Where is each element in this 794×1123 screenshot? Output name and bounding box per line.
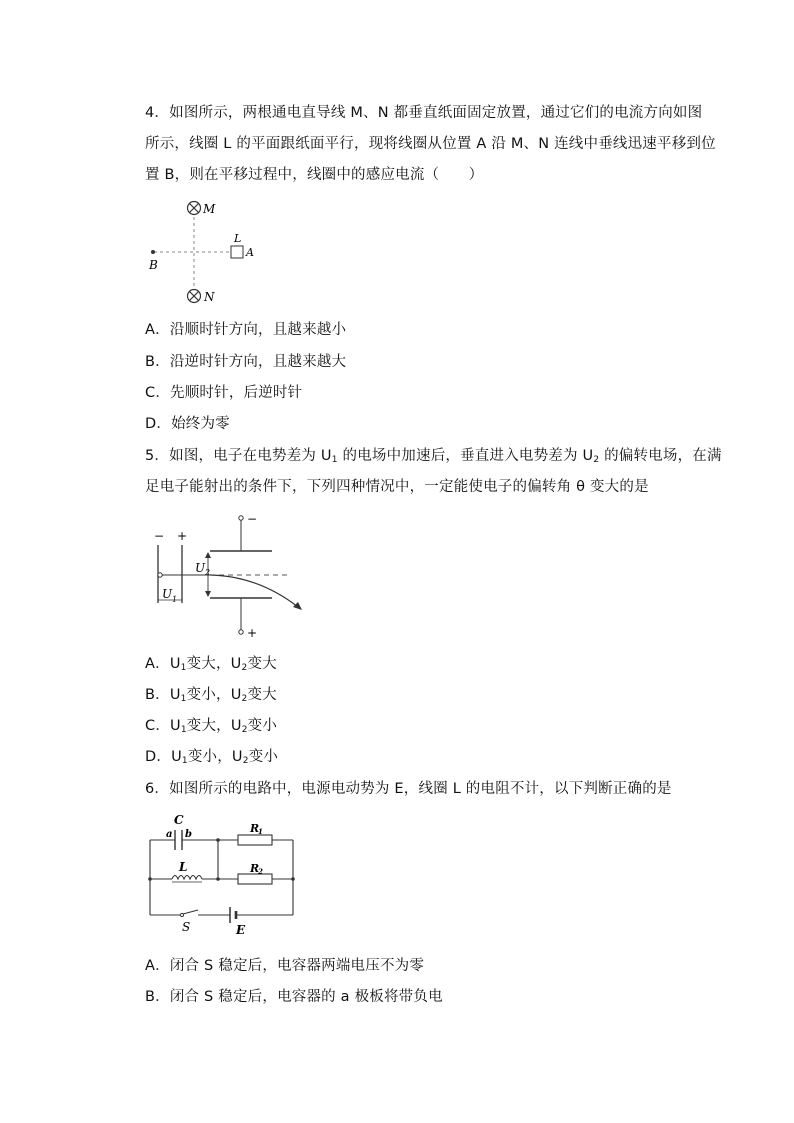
- svg-text:R: R: [250, 862, 260, 875]
- q6-stem-line-1: 6．如图所示的电路中，电源电动势为 E，线圈 L 的电阻不计，以下判断正确的是: [145, 781, 672, 797]
- svg-text:−: −: [247, 512, 258, 526]
- q5-figure: [148, 510, 318, 649]
- svg-text:1: 1: [258, 827, 263, 836]
- label-n: N: [204, 290, 215, 304]
- svg-text:U: U: [162, 587, 173, 601]
- q5-stem-line-2: 足电子能射出的条件下，下列四种情况中，一定能使电子的偏转角 θ 变大的是: [145, 479, 649, 495]
- svg-text:−: −: [154, 529, 165, 543]
- svg-text:E: E: [236, 923, 246, 937]
- q4-figure: [140, 195, 270, 314]
- svg-text:+: +: [177, 529, 188, 543]
- svg-text:C: C: [174, 813, 184, 827]
- q4-option-d: D．始终为零: [145, 416, 230, 432]
- svg-text:+: +: [247, 626, 258, 640]
- label-l: L: [234, 232, 242, 245]
- svg-text:U: U: [195, 561, 206, 575]
- svg-text:1: 1: [172, 595, 178, 604]
- svg-text:b: b: [185, 829, 192, 840]
- label-b: B: [149, 258, 158, 272]
- label-m: M: [203, 202, 216, 216]
- svg-text:S: S: [182, 920, 191, 934]
- q4-stem-line-2: 所示，线圈 L 的平面跟纸面平行，现将线圈从位置 A 沿 M、N 连线中垂线迅速平移到位: [145, 136, 716, 152]
- q4-stem-line-3: 置 B，则在平移过程中，线圈中的感应电流（ ）: [145, 167, 484, 183]
- point-b: [151, 250, 155, 254]
- q4-option-a: A．沿顺时针方向，且越来越小: [145, 322, 347, 338]
- svg-text:L: L: [179, 860, 188, 874]
- q5-option-d: D．$U_1$变小，$U_2$变小: [145, 749, 279, 766]
- q4-stem-line-1: 4．如图所示，两根通电直导线 M、N 都垂直纸面固定放置，通过它们的电流方向如图: [145, 105, 703, 121]
- q5-stem-line-1: 5．如图，电子在电势差为 $U_1$ 的电场中加速后，垂直进入电势差为 $U_2$ 的偏转电场，在满: [145, 448, 722, 465]
- svg-text:a: a: [166, 829, 173, 840]
- label-a: A: [246, 246, 254, 259]
- svg-text:R: R: [250, 822, 260, 835]
- coil-l: [231, 246, 243, 258]
- svg-text:2: 2: [258, 867, 263, 876]
- q5-option-b: B．$U_1$变小，$U_2$变大: [145, 687, 277, 704]
- q4-option-c: C．先顺时针，后逆时针: [145, 385, 303, 401]
- q6-circuit-figure: [142, 810, 302, 942]
- q6-option-a: A．闭合 S 稳定后，电容器两端电压不为零: [145, 958, 425, 974]
- q5-option-a: A．$U_1$变大，$U_2$变大: [145, 656, 277, 673]
- svg-text:2: 2: [205, 568, 211, 577]
- q4-option-b: B．沿逆时针方向，且越来越大: [145, 354, 347, 370]
- q6-option-b: B．闭合 S 稳定后，电容器的 a 极板将带负电: [145, 989, 443, 1005]
- q5-option-c: C．$U_1$变大，$U_2$变小: [145, 718, 278, 735]
